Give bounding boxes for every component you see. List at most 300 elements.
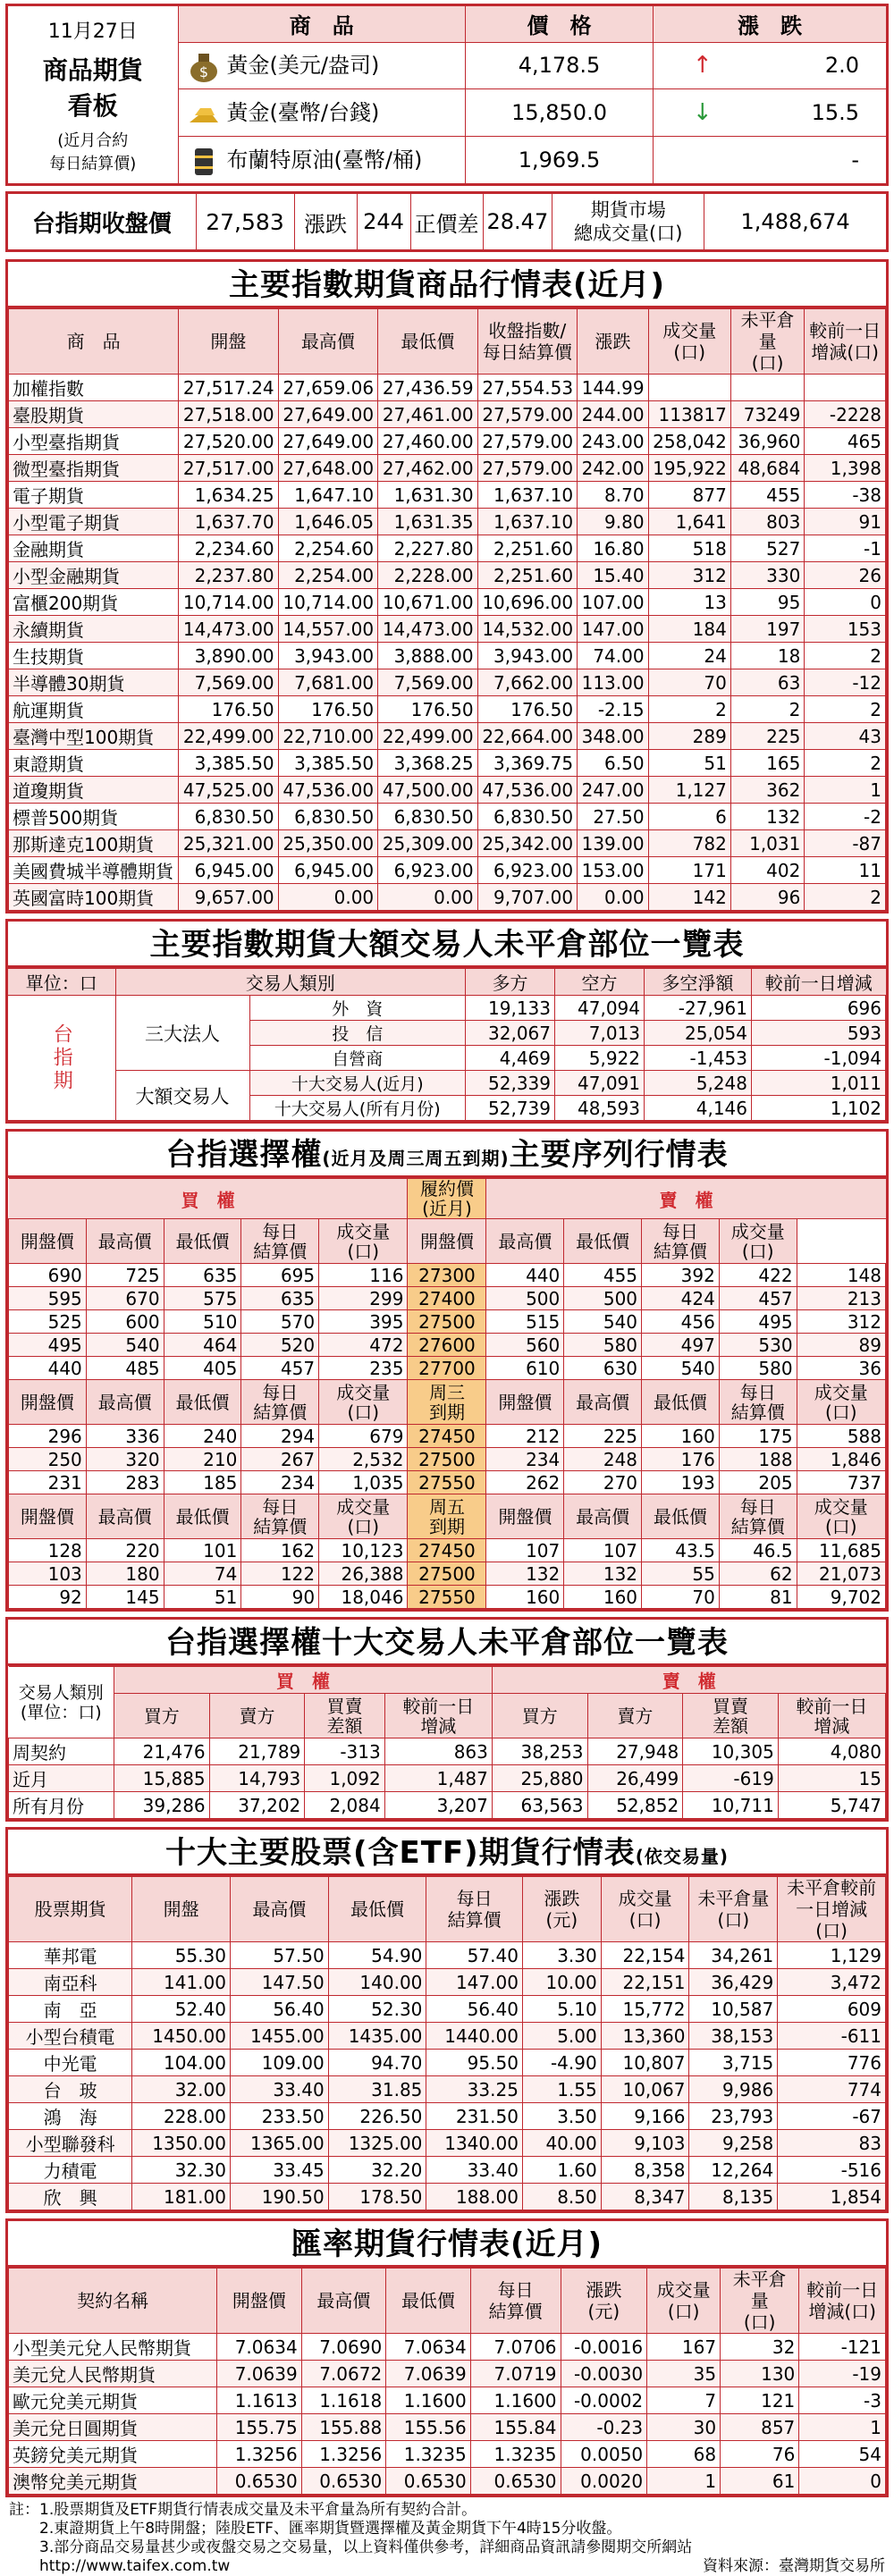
cell: 0 [799, 2468, 886, 2495]
cell: 465 [805, 428, 886, 455]
cell: 456 [642, 1310, 720, 1334]
cell: 57.50 [230, 1942, 328, 1969]
col-header: 買賣 差額 [305, 1694, 384, 1738]
cell: 3,385.50 [179, 750, 278, 777]
cell: 22,664.00 [477, 723, 577, 750]
strike-price: 27500 [408, 1448, 486, 1471]
cell: 210 [164, 1448, 241, 1471]
cell: 464 [164, 1334, 241, 1357]
strike-price: 27500 [408, 1310, 486, 1334]
cell: 725 [86, 1264, 164, 1287]
cell: 193 [642, 1471, 720, 1494]
cell: 580 [719, 1357, 797, 1380]
cell: 2,254.00 [278, 562, 377, 589]
table-row [9, 2103, 886, 2130]
cell: 147.50 [230, 1969, 328, 1996]
cell: 27,649.00 [278, 428, 377, 455]
cell: 128 [9, 1539, 87, 1562]
col-header: 最高價 [86, 1494, 164, 1539]
cell: 13,360 [601, 2023, 689, 2050]
cell: 15.40 [578, 562, 648, 589]
cell: 0.6530 [470, 2468, 561, 2495]
cell: 0.6530 [386, 2468, 471, 2495]
cell: 440 [9, 1357, 87, 1380]
cell: 27,648.00 [278, 455, 377, 482]
cell: 33.45 [230, 2157, 328, 2184]
cell: 31.85 [328, 2076, 426, 2103]
cell: 57.40 [426, 1942, 523, 1969]
table-row [9, 2157, 886, 2184]
strike-price: 27450 [408, 1425, 486, 1448]
cell: 83 [778, 2130, 886, 2157]
cell: 188 [719, 1448, 797, 1471]
cell: 540 [86, 1334, 164, 1357]
cell: 312 [648, 562, 730, 589]
cell: 7.0639 [386, 2361, 471, 2387]
cell: 7,569.00 [378, 669, 477, 696]
row-label: 那斯達克100期貨 [9, 830, 179, 857]
col-price: 價 格 [466, 6, 654, 42]
cell: 160 [564, 1586, 642, 1609]
table-row [9, 2130, 886, 2157]
table-row [9, 1765, 886, 1792]
cell: 233.50 [230, 2103, 328, 2130]
cell: 1.3256 [301, 2441, 386, 2468]
table-row [9, 884, 886, 911]
table-row [9, 2050, 886, 2076]
price: 15,850.0 [466, 89, 654, 137]
cell: 40.00 [522, 2130, 601, 2157]
volume-label-2: 總成交量(口) [574, 223, 683, 244]
row-label: 生技期貨 [9, 643, 179, 669]
cell: 27,461.00 [378, 401, 477, 428]
col-header: 漲跌 (元) [522, 1877, 601, 1942]
cell: 1,637.10 [477, 509, 577, 535]
table-row [9, 1792, 886, 1819]
table-row [9, 1539, 886, 1562]
title-main: 台指選擇權 [165, 1137, 323, 1173]
cell: 495 [9, 1334, 87, 1357]
cell: 6 [648, 804, 730, 830]
cell: 25,880 [492, 1765, 587, 1792]
cell: 9.80 [578, 509, 648, 535]
strike-price: 27550 [408, 1471, 486, 1494]
col-header: 最低價 [164, 1380, 241, 1425]
index-futures-section [5, 259, 889, 913]
cell: 520 [241, 1334, 319, 1357]
cell: 857 [721, 2414, 799, 2441]
cell: 395 [319, 1310, 408, 1334]
col-header: 開盤 [179, 309, 278, 375]
section-title [8, 1830, 886, 1876]
row-label: 半導體30期貨 [9, 669, 179, 696]
cell: 10,696.00 [477, 589, 577, 616]
cell: 635 [241, 1287, 319, 1310]
row-label: 欣 興 [9, 2184, 132, 2210]
cell: 27,462.00 [378, 455, 477, 482]
cell: 27,460.00 [378, 428, 477, 455]
sub-header-row [9, 1219, 886, 1264]
strike-price: 27300 [408, 1264, 486, 1287]
cell: 22,710.00 [278, 723, 377, 750]
table-row [9, 1425, 886, 1448]
cell: 2 [648, 696, 730, 723]
cell: 5,248 [645, 1071, 752, 1096]
cell: 0.0020 [561, 2468, 647, 2495]
cell: 73249 [730, 401, 805, 428]
cell: 510 [164, 1310, 241, 1334]
cell: 21,476 [114, 1738, 210, 1765]
cell: 540 [564, 1310, 642, 1334]
note-3: 3.部分商品交易量甚少或夜盤交易之交易量，以上資料僅供參考，詳細商品資訊請參閱期交所網站 [9, 2538, 693, 2556]
cell: 11,685 [797, 1539, 885, 1562]
cell: 10,305 [683, 1738, 779, 1765]
table-row [9, 428, 886, 455]
table-row [9, 2076, 886, 2103]
col-header: 最低價 [378, 309, 477, 375]
cell: 575 [164, 1287, 241, 1310]
cell: 27,554.53 [477, 375, 577, 401]
unit-label: 單位：口 [8, 969, 115, 996]
col-short: 空方 [555, 969, 645, 996]
cell: 1,129 [778, 1942, 886, 1969]
cell: 10,123 [319, 1539, 408, 1562]
col-header: 最低價 [564, 1219, 642, 1264]
cell: 6.50 [578, 750, 648, 777]
table-row [9, 2441, 886, 2468]
cell: 27,518.00 [179, 401, 278, 428]
cell: 3,715 [689, 2050, 778, 2076]
table-row [9, 777, 886, 804]
cell: -611 [778, 2023, 886, 2050]
col-header: 成交量 (口) [319, 1494, 408, 1539]
cell: 610 [486, 1357, 564, 1380]
cell: 34,261 [689, 1942, 778, 1969]
cell: 7.0639 [217, 2361, 302, 2387]
cell: 1.60 [522, 2157, 601, 2184]
table-row [9, 1357, 886, 1380]
cell: 422 [719, 1264, 797, 1287]
cell: 1350.00 [132, 2130, 231, 2157]
cell: 54 [799, 2441, 886, 2468]
title-tail: 主要序列行情表 [509, 1137, 729, 1173]
cell: 294 [241, 1425, 319, 1448]
price: 4,178.5 [466, 42, 654, 89]
col-header: 最高價 [564, 1494, 642, 1539]
cell: 1 [647, 2468, 721, 2495]
cell: 39,286 [114, 1792, 210, 1819]
sub-header-row [9, 1380, 886, 1425]
table-row [9, 1310, 886, 1334]
cell: 7,681.00 [278, 669, 377, 696]
cell: 92 [9, 1586, 87, 1609]
cell: 1,637.70 [179, 509, 278, 535]
cell: 774 [778, 2076, 886, 2103]
cell: 148 [797, 1264, 885, 1287]
cell: 8,358 [601, 2157, 689, 2184]
cell: 130 [721, 2361, 799, 2387]
cell: 1.3235 [470, 2441, 561, 2468]
section-title [8, 1132, 886, 1178]
cell: 144.99 [578, 375, 648, 401]
col-header: 契約名稱 [9, 2269, 217, 2334]
note-1: 註：1.股票期貨及ETF期貨行情表成交量及未平倉量為所有契約合計。 [9, 2501, 477, 2519]
change: 15.5 [752, 89, 886, 137]
col-header: 成交量 (口) [601, 1877, 689, 1942]
cell: 1,641 [648, 509, 730, 535]
corner-label: 交易人類別 (單位：口) [9, 1667, 114, 1738]
cell: 440 [486, 1264, 564, 1287]
cell: 560 [486, 1334, 564, 1357]
cell: 47,094 [555, 996, 645, 1021]
row-label: 電子期貨 [9, 482, 179, 509]
cell: 776 [778, 2050, 886, 2076]
cell: 55.30 [132, 1942, 231, 1969]
col-header: 開盤價 [9, 1380, 87, 1425]
strike-price: 27550 [408, 1586, 486, 1609]
cell: 160 [486, 1586, 564, 1609]
website-link[interactable]: http://www.taifex.com.tw [39, 2557, 231, 2575]
cell: 16.80 [578, 535, 648, 562]
cell: 2,227.80 [378, 535, 477, 562]
cell: 0.00 [378, 884, 477, 911]
cell: 2,228.00 [378, 562, 477, 589]
cell: 225 [730, 723, 805, 750]
cell: 289 [648, 723, 730, 750]
cell: 7,013 [555, 1021, 645, 1046]
cell: 1,854 [778, 2184, 886, 2210]
cell: -1,453 [645, 1046, 752, 1071]
col-header: 最高價 [230, 1877, 328, 1942]
cell: 3,368.25 [378, 750, 477, 777]
cell: 1,035 [319, 1471, 408, 1494]
cell: 153 [805, 616, 886, 643]
cell: -2 [805, 804, 886, 830]
table-row [9, 830, 886, 857]
col-header: 最低價 [642, 1380, 720, 1425]
table-row [9, 1996, 886, 2023]
cell: 121 [721, 2387, 799, 2414]
cell: 155.56 [386, 2414, 471, 2441]
taiex-summary [5, 191, 889, 252]
trader-type: 自營商 [249, 1046, 466, 1071]
cell: 1,647.10 [278, 482, 377, 509]
cell: 101 [164, 1539, 241, 1562]
cell: 95 [730, 589, 805, 616]
cell: 43.5 [642, 1539, 720, 1562]
cell: 696 [752, 996, 886, 1021]
cell: 5.00 [522, 2023, 601, 2050]
cell: 4,469 [466, 1046, 555, 1071]
cell: 3,472 [778, 1969, 886, 1996]
table-row [9, 1586, 886, 1609]
cell: -0.0016 [561, 2334, 647, 2361]
col-header: 每日 結算價 [470, 2269, 561, 2334]
cell: 1435.00 [328, 2023, 426, 2050]
row-label: 美元兌日圓期貨 [9, 2414, 217, 2441]
cell: 176.50 [179, 696, 278, 723]
cell: 27.50 [578, 804, 648, 830]
cell: 153.00 [578, 857, 648, 884]
cell: 160 [642, 1425, 720, 1448]
source: 資料來源：臺灣期貨交易所 [703, 2557, 885, 2575]
table-row [9, 723, 886, 750]
cell: 10,714.00 [179, 589, 278, 616]
cell: 1325.00 [328, 2130, 426, 2157]
cell: 243.00 [578, 428, 648, 455]
col-header: 成交量 (口) [319, 1380, 408, 1425]
expiry-header: 周三 到期 [408, 1380, 486, 1425]
col-header: 較前一日 增減 [384, 1694, 492, 1738]
cell: 226.50 [328, 2103, 426, 2130]
cell: 89 [797, 1334, 885, 1357]
cell: 162 [241, 1539, 319, 1562]
cell: 737 [797, 1471, 885, 1494]
row-label: 澳幣兌美元期貨 [9, 2468, 217, 2495]
cell: 3,888.00 [378, 643, 477, 669]
cell: 1.1600 [470, 2387, 561, 2414]
cell: 231 [9, 1471, 87, 1494]
cell: 47,536.00 [477, 777, 577, 804]
row-label: 標普500期貨 [9, 804, 179, 830]
table-row [9, 1287, 886, 1310]
table-row [9, 1448, 886, 1471]
cell: 1,646.05 [278, 509, 377, 535]
cell: 500 [486, 1287, 564, 1310]
cell: 171 [648, 857, 730, 884]
cell: 2,234.60 [179, 535, 278, 562]
cell: 1,031 [730, 830, 805, 857]
table-row [9, 2184, 886, 2210]
cell: 180 [86, 1562, 164, 1586]
cell: 14,532.00 [477, 616, 577, 643]
cell: 595 [9, 1287, 87, 1310]
col-header: 未平倉量 (口) [721, 2269, 799, 2334]
cell: 90 [241, 1586, 319, 1609]
table-row [9, 589, 886, 616]
row-label: 力積電 [9, 2157, 132, 2184]
cell: 104.00 [132, 2050, 231, 2076]
col-header: 賣方 [209, 1694, 305, 1738]
cell: 7,662.00 [477, 669, 577, 696]
cell: 9,166 [601, 2103, 689, 2130]
cell: 782 [648, 830, 730, 857]
row-label: 近月 [9, 1765, 114, 1792]
col-header: 最高價 [301, 2269, 386, 2334]
col-header: 收盤指數/ 每日結算價 [477, 309, 577, 375]
table-row [9, 2361, 886, 2387]
col-header: 買方 [492, 1694, 587, 1738]
cell: 1,634.25 [179, 482, 278, 509]
section-title: 主要指數期貨商品行情表(近月) [8, 262, 886, 308]
cell: 46.5 [719, 1539, 797, 1562]
row-label: 航運期貨 [9, 696, 179, 723]
taiex-label: 台指期收盤價 [8, 194, 196, 249]
cell: 5.10 [522, 1996, 601, 2023]
cell: 299 [319, 1287, 408, 1310]
cell: 147.00 [426, 1969, 523, 1996]
table-row [9, 2468, 886, 2495]
options-series-section [5, 1129, 889, 1612]
commodity-name: 黃金(美元/盎司) [226, 52, 380, 78]
cell: 679 [319, 1425, 408, 1448]
cell: 1,102 [752, 1096, 886, 1121]
cell: 9,657.00 [179, 884, 278, 911]
cell: 6,945.00 [278, 857, 377, 884]
col-header: 開盤價 [9, 1494, 87, 1539]
cell: 132 [564, 1562, 642, 1586]
cell: 244.00 [578, 401, 648, 428]
cell: 6,830.50 [278, 804, 377, 830]
cell: 1 [799, 2414, 886, 2441]
cell: 18 [730, 643, 805, 669]
cell: 116 [319, 1264, 408, 1287]
big-label: 大額交易人 [115, 1071, 249, 1121]
col-header: 成交量 (口) [719, 1219, 797, 1264]
strike-price: 27450 [408, 1539, 486, 1562]
cell: 234 [241, 1471, 319, 1494]
cell: 94.70 [328, 2050, 426, 2076]
cell: 27,517.00 [179, 455, 278, 482]
cell: 47,525.00 [179, 777, 278, 804]
cell: 402 [730, 857, 805, 884]
cell: 6,830.50 [179, 804, 278, 830]
cell: 0.6530 [301, 2468, 386, 2495]
cell: 51 [164, 1586, 241, 1609]
cell: 240 [164, 1425, 241, 1448]
sub-header-row [9, 1494, 886, 1539]
row-label: 小型台積電 [9, 2023, 132, 2050]
row-label: 華邦電 [9, 1942, 132, 1969]
cell: 8.50 [522, 2184, 601, 2210]
row-label: 台 玻 [9, 2076, 132, 2103]
cell [805, 375, 886, 401]
cell: 530 [719, 1334, 797, 1357]
cell: 1440.00 [426, 2023, 523, 2050]
cell: 32.00 [132, 2076, 231, 2103]
cell: 0.00 [278, 884, 377, 911]
cell: 2,251.60 [477, 562, 577, 589]
cell: 515 [486, 1310, 564, 1334]
table-row [9, 857, 886, 884]
cell: 213 [797, 1287, 885, 1310]
cell: 472 [319, 1334, 408, 1357]
cell: 3,943.00 [477, 643, 577, 669]
cell: 580 [564, 1334, 642, 1357]
cell: 107 [564, 1539, 642, 1562]
cell: 132 [730, 804, 805, 830]
cell: 3,369.75 [477, 750, 577, 777]
row-label: 小型聯發科 [9, 2130, 132, 2157]
cell: 52,739 [466, 1096, 555, 1121]
cell: 247.00 [578, 777, 648, 804]
cell: 262 [486, 1471, 564, 1494]
strike-price: 27500 [408, 1562, 486, 1586]
table-row [9, 696, 886, 723]
col-header: 較前一日 增減 [778, 1694, 885, 1738]
row-label: 歐元兌美元期貨 [9, 2387, 217, 2414]
cell: 0.0050 [561, 2441, 647, 2468]
col-commodity: 商 品 [178, 6, 466, 42]
table-row [9, 562, 886, 589]
cell: 145 [86, 1586, 164, 1609]
cell: 26 [805, 562, 886, 589]
row-label: 臺灣中型100期貨 [9, 723, 179, 750]
col-header: 每日 結算價 [241, 1494, 319, 1539]
cell: 495 [719, 1310, 797, 1334]
cell: 107 [486, 1539, 564, 1562]
cell: 9,103 [601, 2130, 689, 2157]
